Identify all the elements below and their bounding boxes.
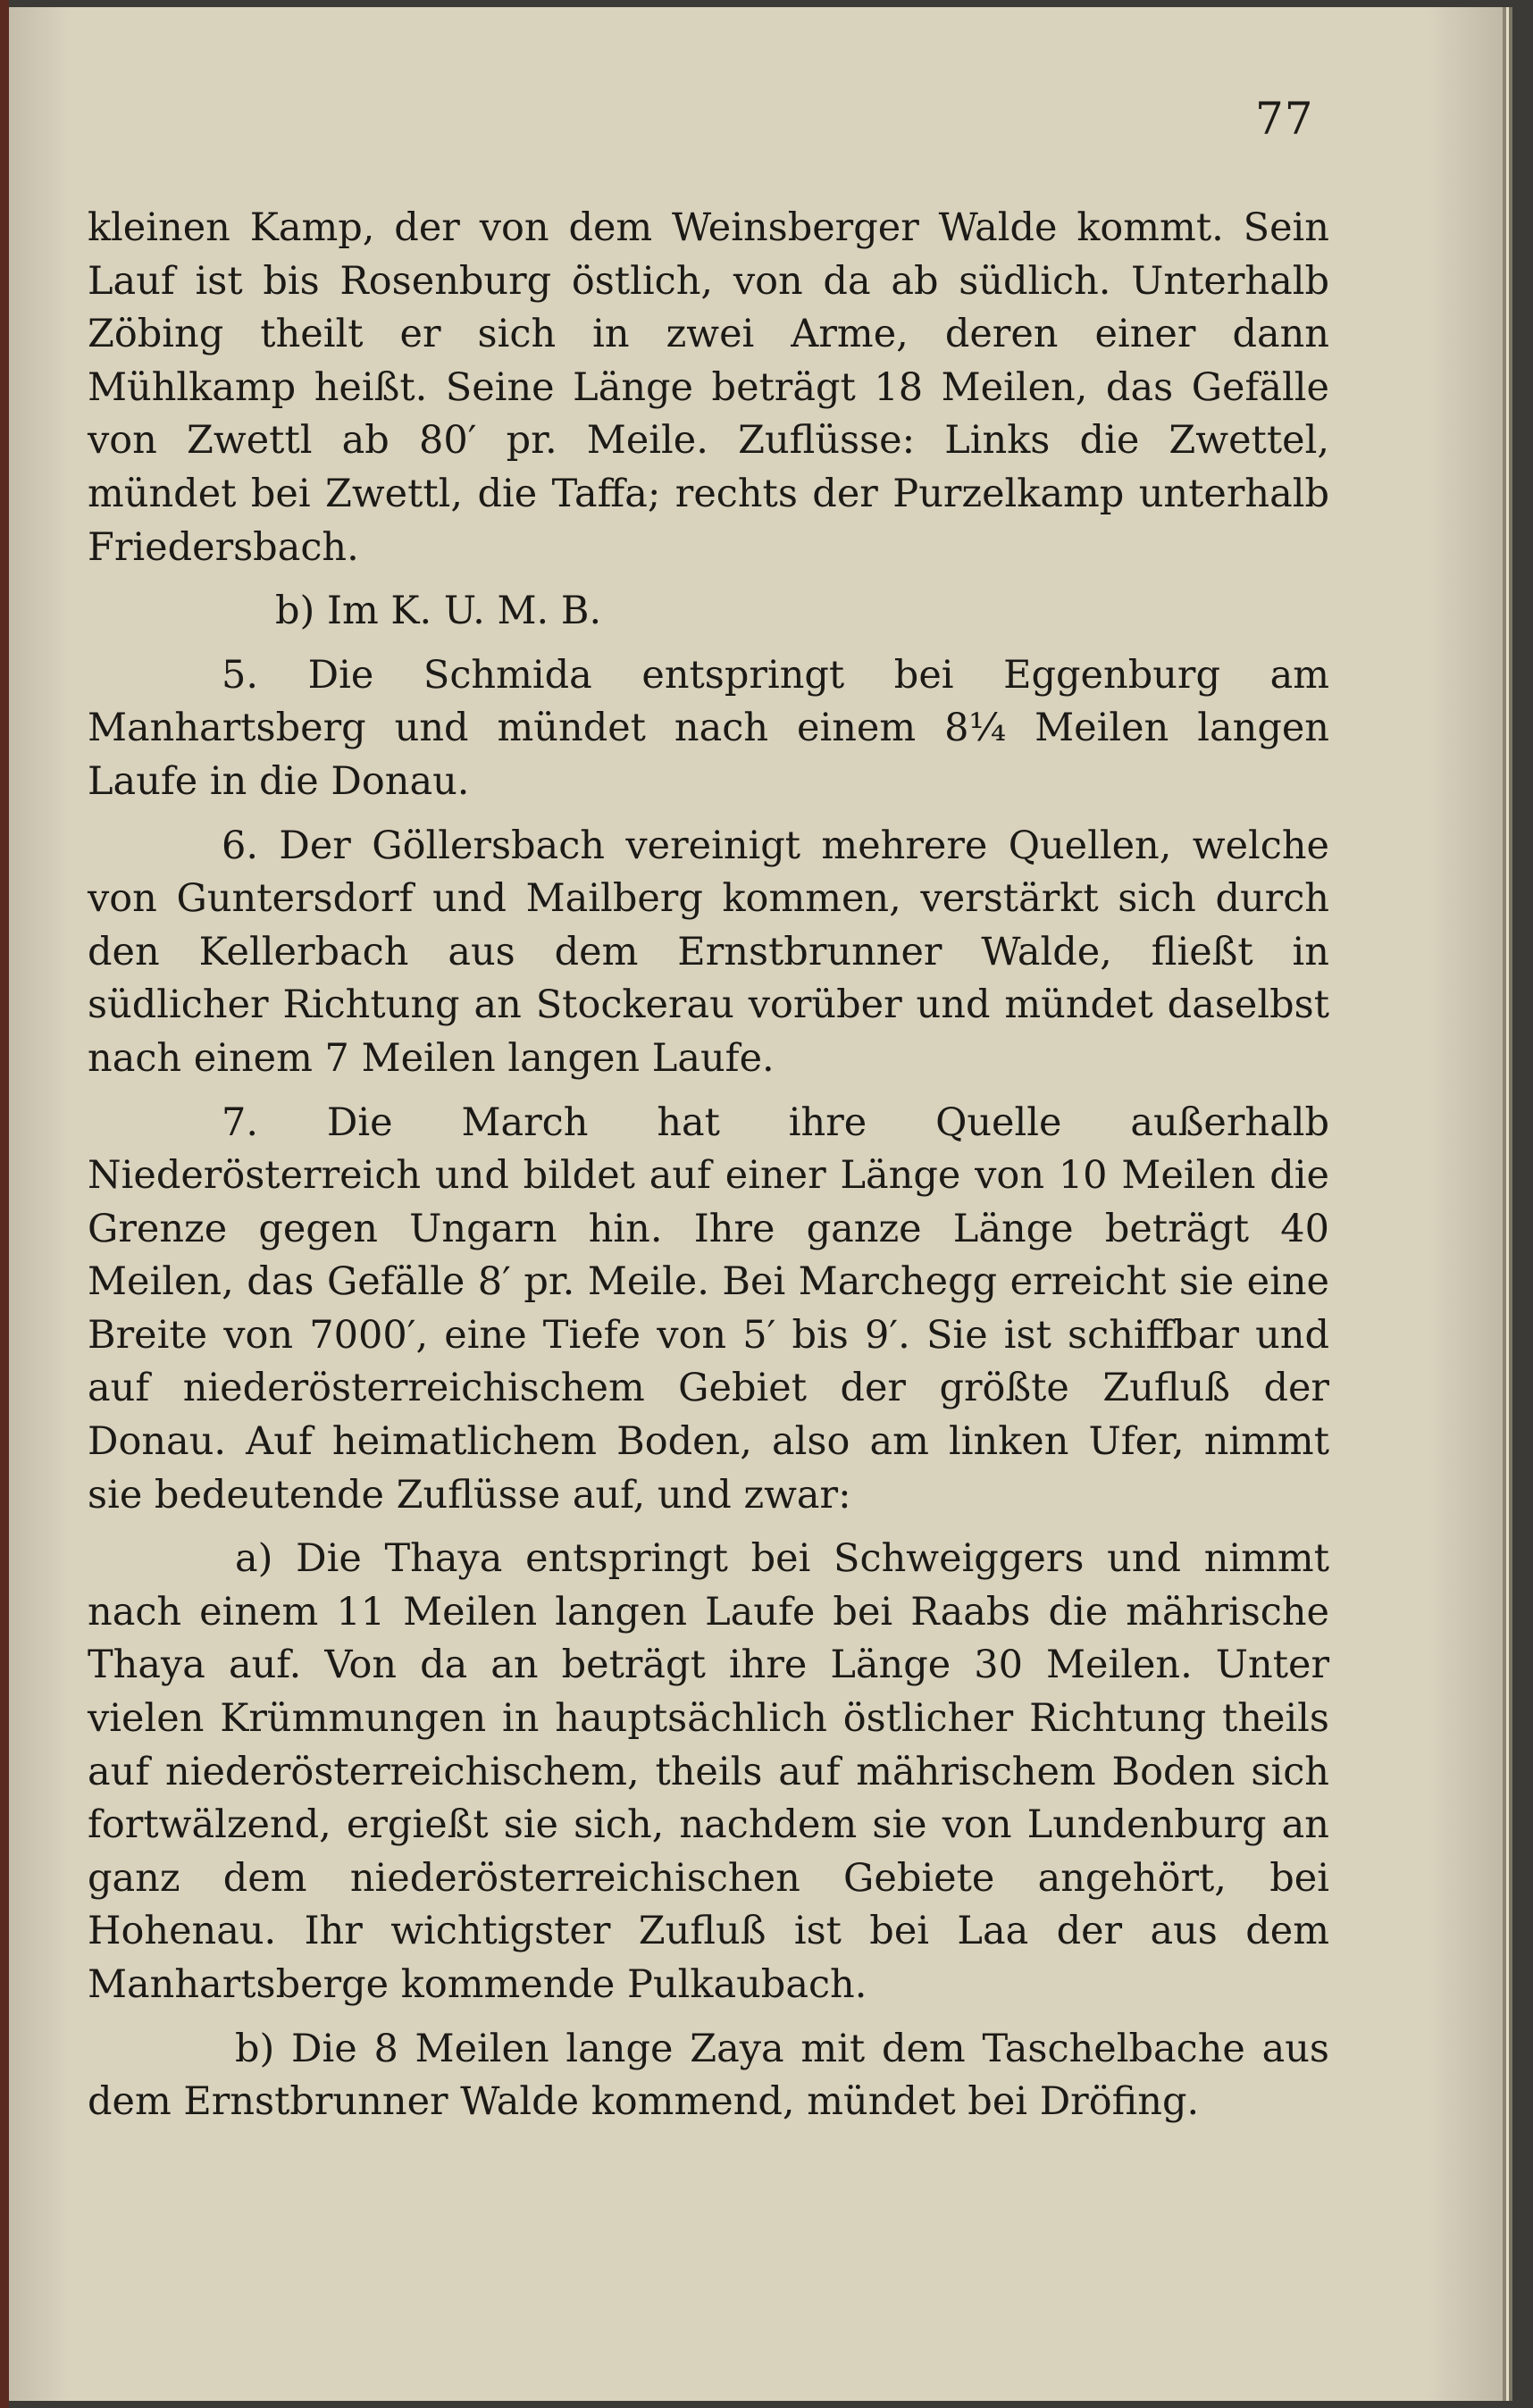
book-binding-edge [0, 0, 9, 2408]
page-number: 77 [1255, 93, 1314, 145]
book-page [9, 7, 1503, 2401]
paragraph-zaya: b) Die 8 Meilen lange Zaya mit dem Taschelbache aus dem Ernstbrunner Walde kommend, mündet bei Dröfing. [88, 2026, 1329, 2125]
section-heading-kumb: b) Im K. U. M. B. [275, 589, 602, 634]
paragraph-thaya: a) Die Thaya entspringt bei Schweiggers und nimmt nach einem 11 Meilen langen Laufe bei Raabs die mährische Thaya auf. Von da an beträgt ihre Länge 30 Meilen. Unter vielen Krümmungen in hauptsächlich östlicher Richtung theils auf niederösterreichischem, theils auf mährischem Boden sich fortwälzend, ergießt sie sich, nachdem sie von Lundenburg an ganz dem niederösterreichischen Gebiete angehört, bei Hohenau. Ihr wichtigster Zufluß ist bei Laa der aus dem Manhartsberge kommende Pulkaubach. [88, 1536, 1329, 2007]
paragraph-march: 7. Die March hat ihre Quelle außerhalb Niederösterreich und bildet auf einer Länge von 10 Meilen die Grenze gegen Ungarn hin. Ihre ganze Länge beträgt 40 Meilen, das Gefälle 8′ pr. Meile. Bei Marchegg erreicht sie eine Breite von 7000′, eine Tiefe von 5′ bis 9′. Sie ist schiffbar und auf niederösterreichischem Gebiet der größte Zufluß der Donau. Auf heimatlichem Boden, also am linken Ufer, nimmt sie bedeutende Zuflüsse auf, und zwar: [88, 1099, 1329, 1518]
page-body-text [88, 202, 1329, 2140]
paragraph-goellersbach: 6. Der Göllersbach vereinigt mehrere Quellen, welche von Guntersdorf und Mailberg kommen, verstärkt sich durch den Kellerbach aus dem Ernstbrunner Walde, fließt in südlicher Richtung an Stockerau vorüber und mündet daselbst nach einem 7 Meilen langen Laufe. [88, 823, 1329, 1081]
paragraph-schmida: 5. Die Schmida entspringt bei Eggenburg am Manhartsberg und mündet nach einem 8¼ Meilen langen Laufe in die Donau. [88, 652, 1329, 804]
paragraph-kamp-continued: kleinen Kamp, der von dem Weinsberger Walde kommt. Sein Lauf ist bis Rosenburg östlich, von da ab südlich. Unterhalb Zöbing theilt er sich in zwei Arme, deren einer dann Mühlkamp heißt. Seine Länge beträgt 18 Meilen, das Gefälle von Zwettl ab 80′ pr. Meile. Zuflüsse: Links die Zwettel, mündet bei Zwettl, die Taffa; rechts der Purzelkamp unterhalb Friedersbach. [88, 205, 1329, 570]
